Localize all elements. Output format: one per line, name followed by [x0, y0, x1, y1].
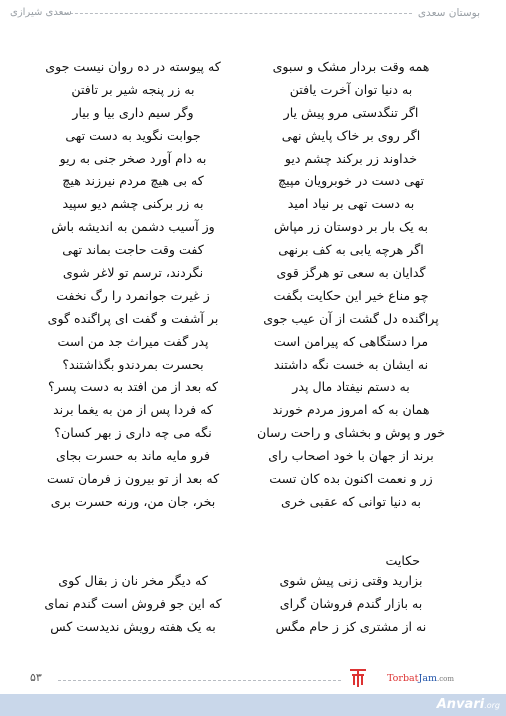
verse-row	[38, 357, 446, 380]
verse-row	[38, 59, 446, 82]
verse-second-hemistich: به زر برکنی چشم دیو سپید	[62, 196, 204, 212]
verse-first-hemistich: چو مناع خیر این حکایت بگفت	[273, 287, 429, 303]
verse-first-hemistich: زر و نعمت اکنون بده کان تست	[269, 471, 433, 487]
verse-first-hemistich: نه ایشان به خست نگه داشتند	[273, 356, 429, 372]
verse-first-hemistich: مرا دستگاهی که پیرامن است	[273, 333, 429, 349]
verse-row	[38, 196, 446, 219]
torbatjam-logo-icon	[348, 667, 368, 689]
verse-row	[38, 288, 446, 311]
verse-second-hemistich: بحسرت بمردندو بگذاشتند؟	[62, 356, 204, 372]
verse-first-hemistich: گدایان به سعی تو هرگز قوی	[276, 265, 426, 281]
header-divider	[60, 13, 412, 14]
page-header	[10, 4, 488, 24]
verse-second-hemistich: وگر سیم داری بیا و بیار	[72, 104, 194, 120]
page-number: ۵۳	[30, 671, 42, 684]
verse-first-hemistich: اگر هرچه یابی به کف برنهی	[278, 242, 424, 258]
verse-row	[38, 151, 446, 174]
verse-first-hemistich: برند از جهان با خود اصحاب رای	[268, 448, 434, 464]
watermark-brand: Anvari	[436, 697, 485, 712]
verse-first-hemistich: به بازار گندم فروشان گرای	[279, 595, 423, 611]
verse-row	[38, 105, 446, 128]
verse-second-hemistich: بر آشفت و گفت ای پراگنده گوی	[47, 310, 219, 326]
verse-first-hemistich: همه وقت بردار مشک و سبوی	[272, 59, 430, 74]
watermark-bar	[0, 694, 506, 716]
verse-second-hemistich: فرو مایه ماند به حسرت بجای	[55, 448, 210, 464]
verse-first-hemistich: به دنیا توان آخرت یافتن	[289, 81, 413, 97]
section-heading: حکایت	[385, 553, 420, 568]
logo-brand-2: Jam	[418, 673, 437, 684]
logo-text	[387, 673, 454, 684]
verse-first-hemistich: خداوند زر برکند چشم دیو	[284, 150, 418, 166]
verse-second-hemistich: که پیوسته در ده روان نیست جوی	[45, 59, 221, 74]
watermark-text	[437, 697, 500, 712]
verse-row	[38, 448, 446, 471]
verse-row	[38, 82, 446, 105]
verse-first-hemistich: همان به که امروز مردم خورند	[272, 402, 430, 418]
verse-row	[38, 379, 446, 402]
verse-first-hemistich: خور و پوش و بخشای و راحت رسان	[256, 425, 446, 441]
verse-second-hemistich: جوابت نگوید به دست تهی	[65, 127, 201, 143]
verse-first-hemistich: به دست تهی بر نیاد امید	[287, 196, 415, 212]
verse-row	[38, 334, 446, 357]
verse-second-hemistich: به یک هفته رویش ندیدست کس	[50, 618, 216, 634]
verse-row	[38, 311, 446, 334]
footer-divider	[58, 680, 341, 681]
verse-row	[38, 219, 446, 242]
verse-second-hemistich: ز غیرت جوانمرد را رگ نخفت	[56, 287, 210, 303]
verse-first-hemistich: اگر روی بر خاک پایش نهی	[281, 127, 421, 143]
verse-second-hemistich: که بعد از من افتد به دست پسر؟	[48, 379, 218, 395]
verse-row	[38, 619, 446, 642]
verse-second-hemistich: به زر پنجه شیر بر تافتن	[71, 81, 195, 97]
verse-second-hemistich: وز آسیب دشمن به اندیشه باش	[51, 219, 215, 235]
verse-row	[38, 471, 446, 494]
verse-first-hemistich: به دستم نیفتاد مال پدر	[292, 379, 410, 395]
verse-second-hemistich: پدر گفت میراث جد من است	[57, 333, 209, 349]
verse-second-hemistich: که این جو فروش است گندم نمای	[44, 595, 222, 611]
verse-row	[38, 596, 446, 619]
verse-second-hemistich: که بی هیچ مردم نیرزند هیچ	[62, 173, 204, 189]
verse-second-hemistich: نگردند، ترسم تو لاغر شوی	[62, 265, 204, 281]
author-name: سعدی شیرازی	[10, 7, 72, 18]
poem-stanza-1	[38, 59, 446, 517]
watermark-tld: .org	[484, 701, 500, 710]
verse-first-hemistich: به دنیا توانی که عقبی خری	[280, 493, 422, 509]
verse-second-hemistich: که بعد از تو بیرون ز فرمان تست	[46, 471, 220, 487]
verse-row	[38, 265, 446, 288]
poem-stanza-2	[38, 573, 446, 642]
book-title: بوستان سعدی	[417, 7, 480, 19]
verse-first-hemistich: تهی دست در خوبرویان مپیچ	[278, 173, 424, 189]
verse-row	[38, 402, 446, 425]
verse-first-hemistich: اگر تنگدستی مرو پیش یار	[283, 104, 419, 120]
verse-second-hemistich: که دیگر مخر نان ز بقال کوی	[58, 573, 208, 588]
logo-tld: .com	[437, 675, 454, 683]
verse-row	[38, 242, 446, 265]
verse-second-hemistich: بخر، جان من، ورنه حسرت بری	[50, 493, 216, 509]
verse-first-hemistich: نه از مشتری کز ز حام مگس	[275, 618, 427, 634]
verse-row	[38, 425, 446, 448]
verse-row	[38, 573, 446, 596]
verse-first-hemistich: بزارید وقتی زنی پیش شوی	[279, 573, 423, 588]
verse-first-hemistich: به یک بار بر دوستان زر مپاش	[274, 219, 428, 235]
verse-second-hemistich: به دام آورد صخر جنی به ریو	[59, 150, 207, 166]
verse-first-hemistich: پراگنده دل گشت از آن عیب جوی	[263, 310, 439, 326]
verse-second-hemistich: که فردا پس از من به یغما برند	[53, 402, 213, 418]
verse-row	[38, 173, 446, 196]
verse-row	[38, 494, 446, 517]
verse-row	[38, 128, 446, 151]
verse-second-hemistich: کفت وقت حاجت بماند تهی	[62, 242, 204, 258]
verse-second-hemistich: نگه می چه داری ز بهر کسان؟	[54, 425, 212, 441]
logo-brand: Torbat	[387, 673, 419, 684]
